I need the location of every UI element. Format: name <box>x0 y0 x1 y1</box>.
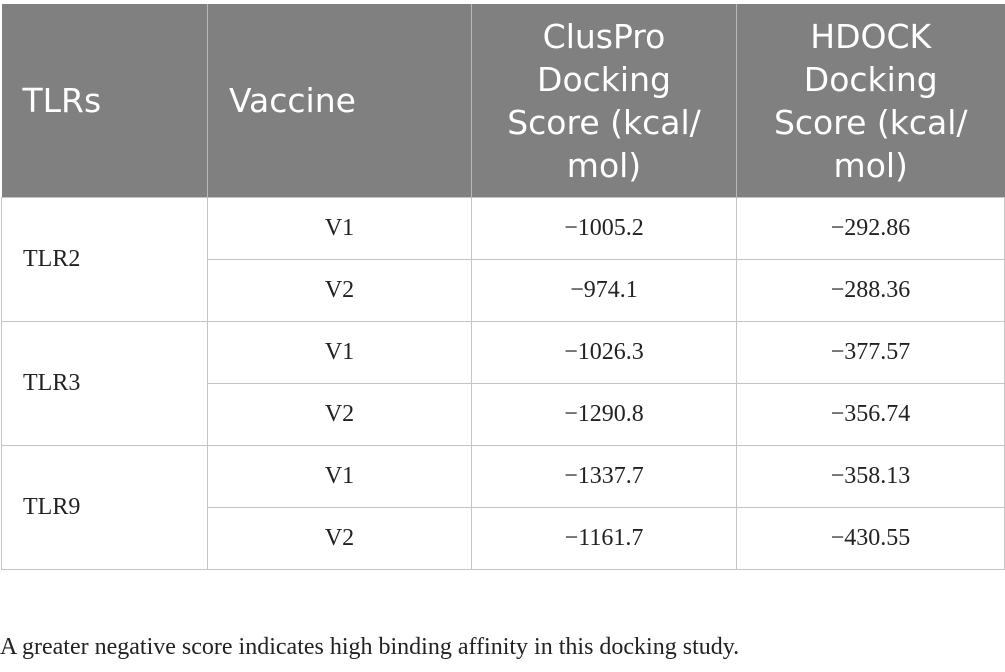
header-hdock-score <box>737 4 1005 198</box>
header-hdock-line-4: mol) <box>833 145 908 185</box>
vaccine-cell: V2 <box>208 260 472 322</box>
table-body <box>2 198 1005 570</box>
cluspro-score-cell: −1337.7 <box>472 446 737 508</box>
table-row <box>2 198 1005 260</box>
hdock-score-cell: −377.57 <box>737 322 1005 384</box>
table-header <box>2 4 1005 198</box>
header-hdock-line-2: Docking <box>803 59 938 99</box>
hdock-score-cell: −288.36 <box>737 260 1005 322</box>
tlr-cell: TLR9 <box>2 446 208 570</box>
table-row <box>2 322 1005 384</box>
table-footnote: A greater negative score indicates high binding affinity in this docking study. <box>0 634 740 660</box>
table-row <box>2 446 1005 508</box>
hdock-score-cell: −292.86 <box>737 198 1005 260</box>
tlr-cell: TLR3 <box>2 322 208 446</box>
vaccine-cell: V1 <box>208 322 472 384</box>
tlr-cell: TLR2 <box>2 198 208 322</box>
header-tlrs: TLRs <box>2 4 208 198</box>
header-hdock-line-3: Score (kcal/ <box>773 102 968 142</box>
hdock-score-cell: −430.55 <box>737 508 1005 570</box>
cluspro-score-cell: −1290.8 <box>472 384 737 446</box>
header-cluspro-line-3: Score (kcal/ <box>507 102 701 142</box>
header-cluspro-line-1: ClusPro <box>542 16 666 56</box>
header-row <box>2 4 1005 198</box>
header-hdock-line-1: HDOCK <box>810 16 932 56</box>
vaccine-cell: V2 <box>208 508 472 570</box>
vaccine-cell: V2 <box>208 384 472 446</box>
header-cluspro-line-4: mol) <box>566 145 642 185</box>
hdock-score-cell: −358.13 <box>737 446 1005 508</box>
cluspro-score-cell: −1005.2 <box>472 198 737 260</box>
vaccine-cell: V1 <box>208 446 472 508</box>
docking-score-table <box>1 4 1005 570</box>
header-cluspro-line-2: Docking <box>537 59 671 99</box>
header-cluspro-score <box>472 4 737 198</box>
vaccine-cell: V1 <box>208 198 472 260</box>
cluspro-score-cell: −1161.7 <box>472 508 737 570</box>
header-vaccine: Vaccine <box>208 4 472 198</box>
hdock-score-cell: −356.74 <box>737 384 1005 446</box>
cluspro-score-cell: −1026.3 <box>472 322 737 384</box>
cluspro-score-cell: −974.1 <box>472 260 737 322</box>
